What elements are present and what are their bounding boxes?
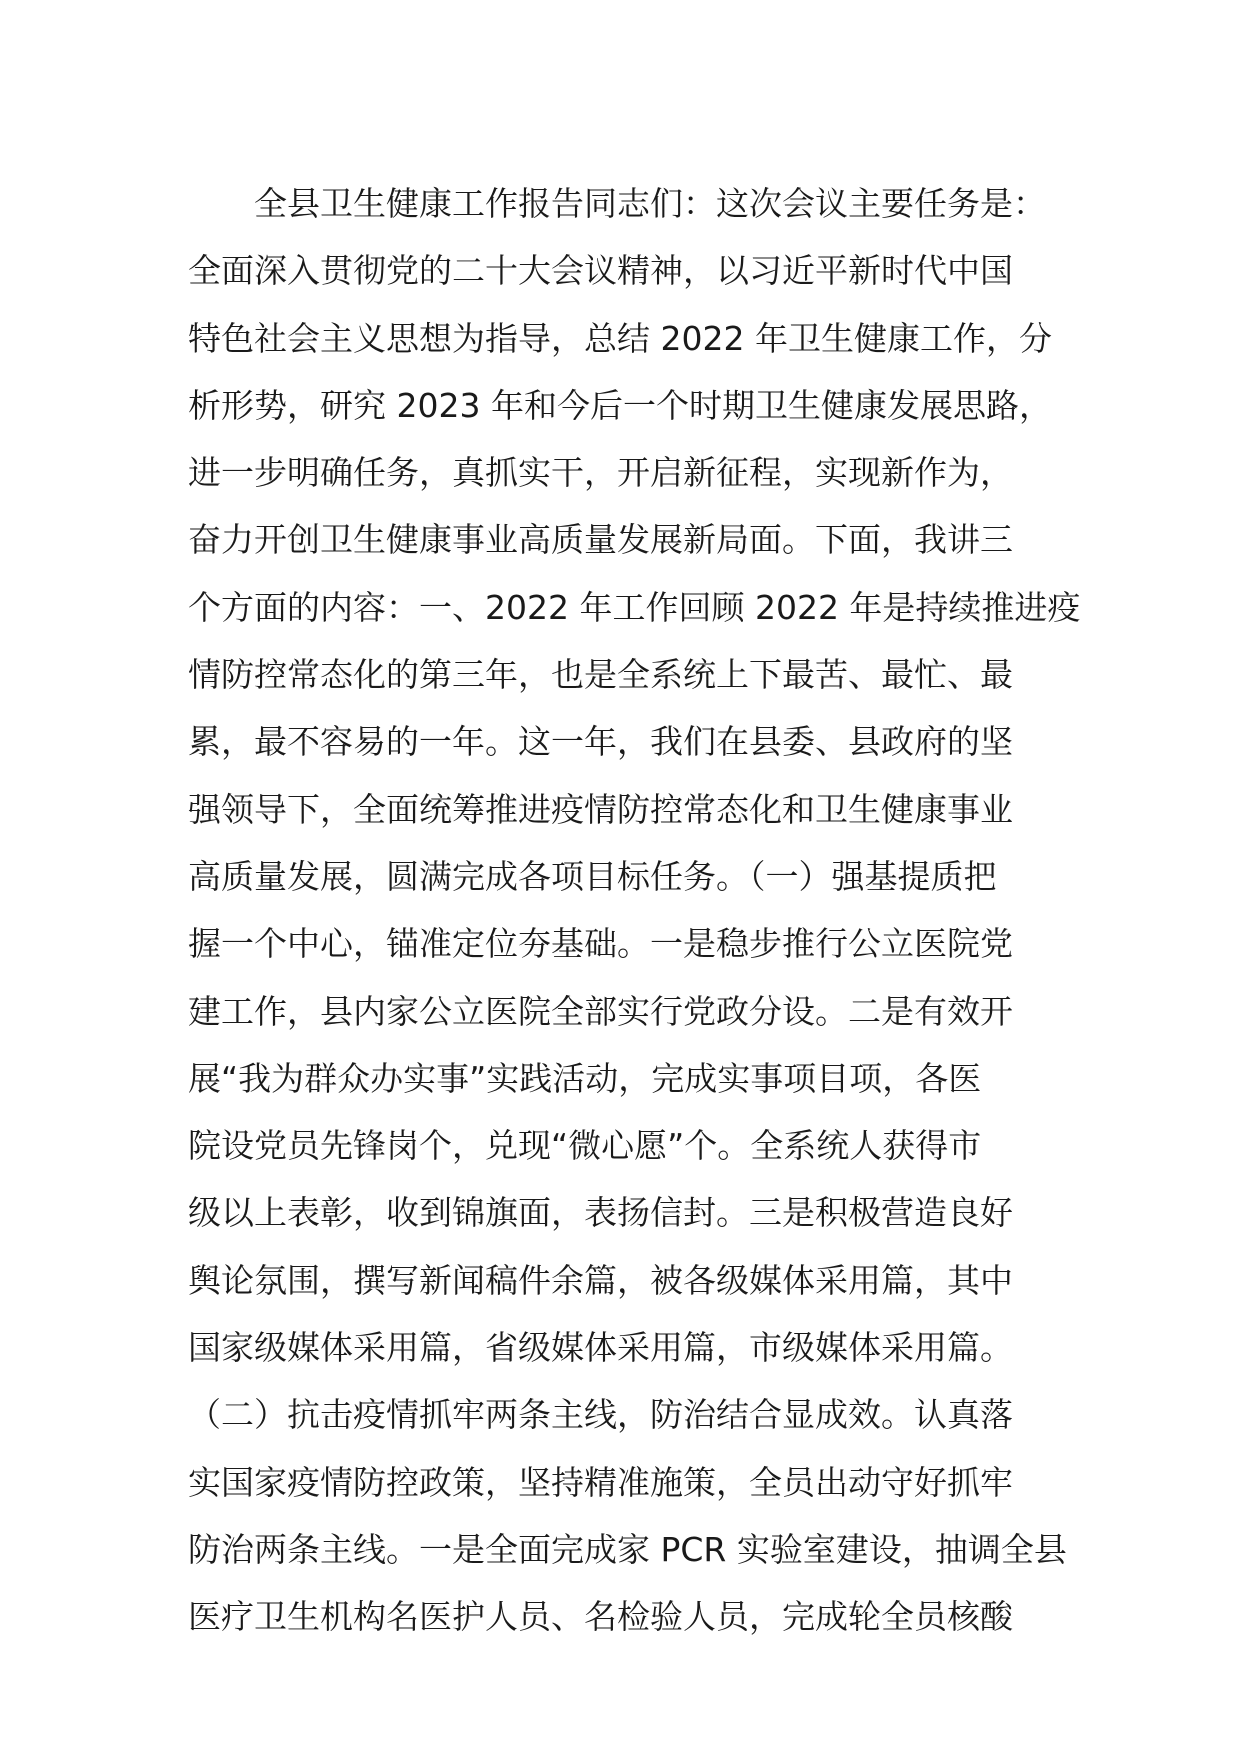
text-line: 展“我为群众办实事”实践活动，完成实事项目项，各医 xyxy=(188,1058,982,1098)
text-line: 高质量发展，圆满完成各项目标任务。（一）强基提质把 xyxy=(188,856,997,896)
text-line: 级以上表彰，收到锦旗面，表扬信封。三是积极营造良好 xyxy=(188,1193,1013,1233)
text-line: 国家级媒体采用篇，省级媒体采用篇，市级媒体采用篇。 xyxy=(188,1328,1013,1368)
text-line: （二）抗击疫情抓牢两条主线，防治结合显成效。认真落 xyxy=(188,1395,1013,1435)
text-line: 实国家疫情防控政策，坚持精准施策，全员出动守好抓牢 xyxy=(188,1462,1013,1502)
text-line: 握一个中心，锚准定位夯基础。一是稳步推行公立医院党 xyxy=(188,924,1013,964)
text-line: 舆论氛围，撰写新闻稿件余篇，被各级媒体采用篇，其中 xyxy=(188,1260,1013,1300)
text-line: 全县卫生健康工作报告同志们：这次会议主要任务是： xyxy=(254,184,1046,223)
text-line: 强领导下，全面统筹推进疫情防控常态化和卫生健康事业 xyxy=(188,789,1013,829)
text-line: 院设党员先锋岗个，兑现“微心愿”个。全系统人获得市 xyxy=(188,1126,982,1166)
text-line: 建工作，县内家公立医院全部实行党政分设。二是有效开 xyxy=(188,991,1013,1031)
text-line: 全面深入贯彻党的二十大会议精神，以习近平新时代中国 xyxy=(188,251,1013,291)
body-paragraph xyxy=(188,170,1081,1651)
text-line: 个方面的内容：一、2022 年工作回顾 2022 年是持续推进疫 xyxy=(188,587,1081,627)
text-line: 医疗卫生机构名医护人员、名检验人员，完成轮全员核酸 xyxy=(188,1597,1013,1637)
text-line: 进一步明确任务，真抓实干，开启新征程，实现新作为， xyxy=(188,453,1013,493)
text-line: 特色社会主义思想为指导，总结 2022 年卫生健康工作，分 xyxy=(188,318,1052,358)
text-line: 奋力开创卫生健康事业高质量发展新局面。下面，我讲三 xyxy=(188,520,1013,560)
text-line: 情防控常态化的第三年，也是全系统上下最苦、最忙、最 xyxy=(188,655,1013,695)
text-line: 防治两条主线。一是全面完成家 PCR 实验室建设，抽调全县 xyxy=(188,1529,1067,1569)
text-line: 累，最不容易的一年。这一年，我们在县委、县政府的坚 xyxy=(188,722,1013,762)
text-line: 析形势，研究 2023 年和今后一个时期卫生健康发展思路， xyxy=(188,385,1052,425)
